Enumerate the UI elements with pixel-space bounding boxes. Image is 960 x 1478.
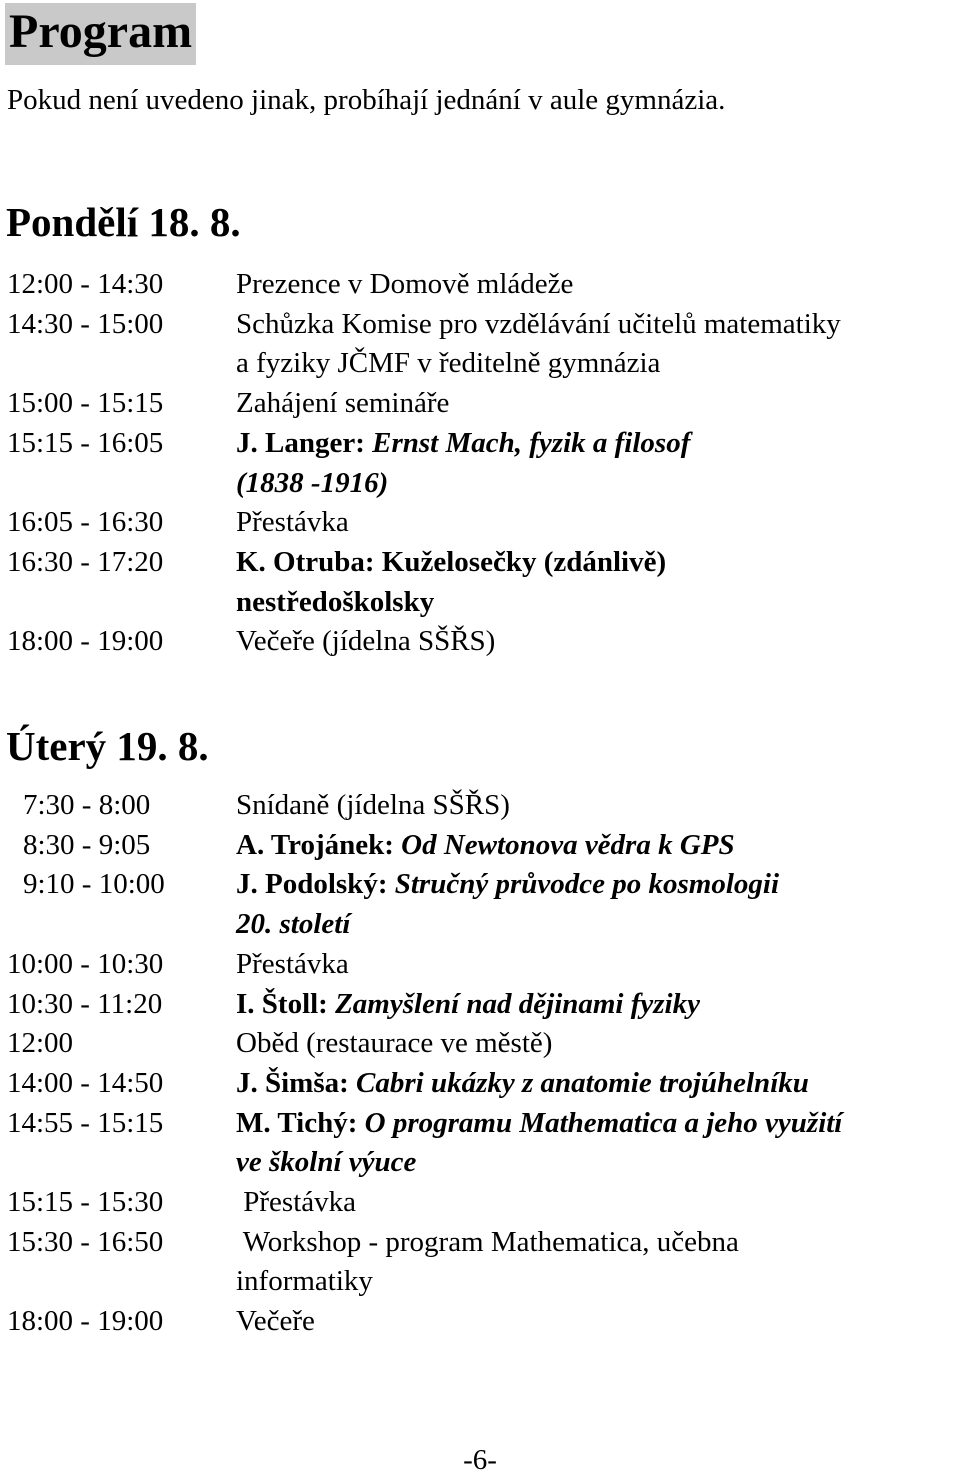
speaker-name: J. Šimša: (236, 1066, 349, 1099)
time-slot: 10:30 - 11:20 (7, 987, 163, 1020)
schedule-row (7, 265, 957, 305)
event-text-continued: informatiky (236, 1265, 373, 1298)
time-slot: 16:30 - 17:20 (7, 545, 164, 578)
schedule-row (7, 622, 957, 662)
talk-title-continued: 20. století (236, 908, 351, 941)
talk-title: Stručný průvodce po kosmologii (394, 868, 779, 901)
event-text: Přestávka (236, 947, 349, 980)
schedule-tuesday (7, 786, 957, 1342)
schedule-row (7, 543, 957, 622)
speaker-name: A. Trojánek: (236, 828, 394, 861)
time-slot: 12:00 - 14:30 (7, 268, 164, 300)
time-slot: 8:30 - 9:05 (23, 828, 151, 861)
schedule-row (7, 786, 957, 826)
talk-title-continued: ve školní výuce (236, 1146, 417, 1179)
talk-title: Cabri ukázky z anatomie trojúhelníku (356, 1066, 809, 1099)
event-text: Večeře (jídelna SŠŘS) (236, 625, 496, 658)
event-text: Večeře (236, 1305, 315, 1338)
event-block (236, 1223, 957, 1302)
schedule-row (7, 1223, 957, 1302)
event-text: Přestávka (236, 506, 349, 539)
schedule-row (7, 384, 957, 424)
schedule-row (7, 1064, 957, 1104)
time-slot: 15:15 - 16:05 (7, 426, 164, 459)
talk-title: Od Newtonova vědra k GPS (401, 828, 735, 861)
time-slot: 14:00 - 14:50 (7, 1066, 164, 1099)
talk-title: Zamyšlení nad dějinami fyziky (335, 987, 700, 1020)
time-slot: 7:30 - 8:00 (23, 789, 151, 821)
time-slot: 16:05 - 16:30 (7, 506, 164, 539)
time-slot: 18:00 - 19:00 (7, 1305, 164, 1338)
event-block (236, 424, 957, 503)
schedule-row (7, 865, 957, 944)
event-block (236, 865, 957, 944)
speaker-name: I. Štoll: (236, 987, 328, 1020)
schedule-row (7, 985, 957, 1025)
time-slot: 14:30 - 15:00 (7, 307, 164, 340)
speaker-name: J. Podolský: (236, 868, 388, 901)
schedule-row (7, 1302, 957, 1342)
talk-title: K. Otruba: Kuželosečky (zdánlivě) (236, 545, 667, 578)
event-text: Workshop - program Mathematica, učebna (236, 1225, 739, 1258)
schedule-row (7, 305, 957, 384)
event-block (236, 305, 957, 384)
event-block (236, 543, 957, 622)
event-block (236, 1104, 957, 1183)
event-line (236, 865, 957, 905)
time-slot: 12:00 (7, 1027, 74, 1060)
schedule-row (7, 503, 957, 543)
speaker-name: J. Langer: (236, 426, 365, 459)
time-slot: 18:00 - 19:00 (7, 625, 164, 658)
intro-note: Pokud není uvedeno jinak, probíhají jednání v aule gymnázia. (7, 84, 726, 116)
talk-title-continued: (1838 -1916) (236, 466, 389, 499)
time-slot: 15:15 - 15:30 (7, 1186, 164, 1219)
event-text: Přestávka (236, 1186, 356, 1219)
time-slot: 10:00 - 10:30 (7, 947, 164, 980)
schedule-row (7, 945, 957, 985)
event-text: Zahájení semináře (236, 387, 450, 420)
time-slot: 14:55 - 15:15 (7, 1106, 164, 1139)
event-line (236, 1104, 957, 1144)
talk-title-continued: nestředoškolsky (236, 585, 435, 618)
schedule-row (7, 1024, 957, 1064)
page-title: Program (5, 3, 196, 65)
schedule-row (7, 424, 957, 503)
talk-title: O programu Mathematica a jeho využití (364, 1106, 843, 1139)
event-line (236, 985, 957, 1025)
schedule-row (7, 1104, 957, 1183)
time-slot: 15:30 - 16:50 (7, 1225, 164, 1258)
speaker-name: M. Tichý: (236, 1106, 358, 1139)
event-text: Snídaně (jídelna SŠŘS) (236, 789, 510, 821)
schedule-monday (7, 265, 957, 662)
event-line (236, 826, 957, 866)
event-line (236, 1064, 957, 1104)
event-line (236, 424, 957, 464)
talk-title: Ernst Mach, fyzik a filosof (372, 426, 691, 459)
day-heading-monday: Pondělí 18. 8. (6, 199, 241, 245)
schedule-row (7, 1183, 957, 1223)
time-slot: 9:10 - 10:00 (23, 868, 165, 901)
page-number: -6- (463, 1444, 497, 1476)
time-slot: 15:00 - 15:15 (7, 387, 164, 420)
schedule-row (7, 826, 957, 866)
day-heading-tuesday: Úterý 19. 8. (6, 723, 209, 769)
event-text: Oběd (restaurace ve městě) (236, 1027, 553, 1060)
event-text-continued: a fyziky JČMF v ředitelně gymnázia (236, 347, 661, 380)
event-text: Prezence v Domově mládeže (236, 268, 574, 300)
event-text: Schůzka Komise pro vzdělávání učitelů matematiky (236, 307, 841, 340)
